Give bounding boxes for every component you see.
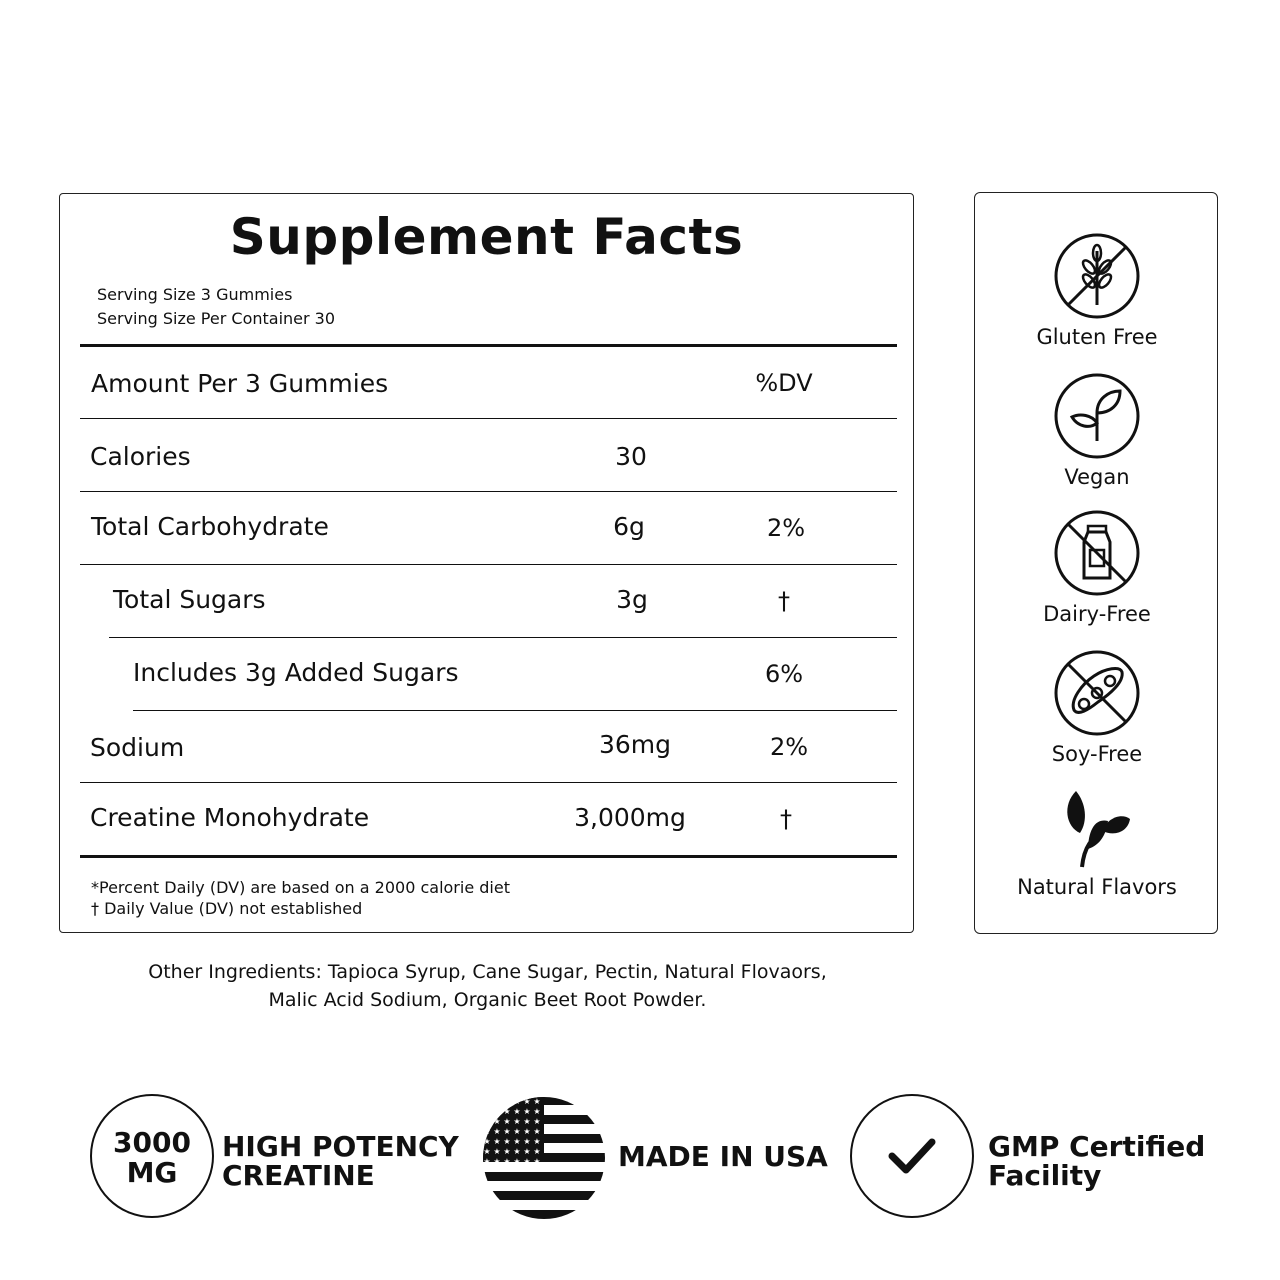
feature-gmp-certified	[850, 1094, 1210, 1222]
badge-soy-free-label: Soy-Free	[1051, 742, 1143, 766]
divider	[133, 710, 897, 711]
row-carbohydrate-dv: 2%	[766, 514, 806, 542]
made-in-usa-text: MADE IN USA	[618, 1140, 828, 1173]
amount-per-label: Amount Per 3 Gummies	[91, 369, 389, 398]
potency-badge-unit: MG	[126, 1156, 178, 1189]
row-added-sugars-dv: 6%	[764, 660, 804, 688]
potency-text	[222, 1132, 459, 1190]
wheat-crossed-icon	[1052, 231, 1142, 321]
row-sugars-amount: 3g	[616, 585, 648, 614]
soy-crossed-icon	[1052, 648, 1142, 738]
divider	[80, 564, 897, 565]
row-creatine-dv: †	[780, 805, 792, 833]
other-ingredients-line1: Other Ingredients: Tapioca Syrup, Cane Sugar, Pectin, Natural Flovaors,	[148, 961, 827, 983]
potency-circle-badge	[90, 1094, 214, 1218]
divider	[80, 491, 897, 492]
sprout-icon	[1052, 371, 1142, 461]
potency-badge-number: 3000	[113, 1126, 191, 1159]
badge-natural-flavors-label: Natural Flavors	[1017, 875, 1177, 899]
row-sodium-label: Sodium	[90, 733, 185, 762]
gmp-text-line1: GMP Certified	[988, 1130, 1206, 1163]
badge-vegan-label: Vegan	[1064, 465, 1130, 489]
potency-text-line1: HIGH POTENCY	[222, 1130, 459, 1163]
row-sugars-label: Total Sugars	[113, 585, 266, 614]
potency-text-line2: CREATINE	[222, 1159, 375, 1192]
thick-divider	[80, 344, 897, 347]
divider	[80, 782, 897, 783]
checkmark-icon	[852, 1096, 972, 1216]
row-sugars-dv: †	[778, 587, 790, 615]
badge-gluten-free-label: Gluten Free	[1036, 325, 1158, 349]
gmp-circle-badge	[850, 1094, 974, 1218]
row-calories-label: Calories	[90, 442, 191, 471]
gmp-text-line2: Facility	[988, 1159, 1102, 1192]
thick-divider	[80, 855, 897, 858]
footnote-not-established: † Daily Value (DV) not established	[91, 899, 363, 918]
milk-carton-crossed-icon	[1052, 508, 1142, 598]
serving-size: Serving Size 3 Gummies	[97, 285, 293, 304]
other-ingredients-line2: Malic Acid Sodium, Organic Beet Root Powder.	[268, 989, 707, 1011]
supplement-facts-panel	[59, 193, 914, 933]
divider	[80, 418, 897, 419]
badge-dairy-free	[975, 508, 1219, 626]
row-sodium-dv: 2%	[769, 733, 809, 761]
other-ingredients	[60, 958, 915, 1014]
feature-made-in-usa	[482, 1096, 828, 1222]
divider	[109, 637, 897, 638]
row-sodium-amount: 36mg	[598, 730, 672, 759]
badge-natural-flavors	[975, 787, 1219, 899]
badge-gluten-free	[975, 231, 1219, 349]
row-added-sugars-label: Includes 3g Added Sugars	[133, 658, 459, 687]
badge-soy-free	[975, 648, 1219, 766]
feature-high-potency	[90, 1094, 460, 1222]
leaves-icon	[1052, 787, 1142, 871]
footnote-dv: *Percent Daily (DV) are based on a 2000 calorie diet	[91, 878, 510, 897]
us-flag-icon	[482, 1096, 606, 1220]
servings-per-container: Serving Size Per Container 30	[97, 309, 336, 328]
row-carbohydrate-label: Total Carbohydrate	[91, 512, 329, 541]
facts-title: Supplement Facts	[229, 208, 744, 266]
row-creatine-amount: 3,000mg	[574, 803, 686, 832]
badge-vegan	[975, 371, 1219, 489]
badge-dairy-free-label: Dairy-Free	[1043, 602, 1151, 626]
row-carbohydrate-amount: 6g	[613, 512, 645, 541]
row-calories-amount: 30	[615, 442, 647, 471]
row-creatine-label: Creatine Monohydrate	[90, 803, 370, 832]
gmp-text	[988, 1132, 1205, 1190]
dv-header: %DV	[755, 369, 813, 397]
diet-badges-panel	[974, 192, 1218, 934]
